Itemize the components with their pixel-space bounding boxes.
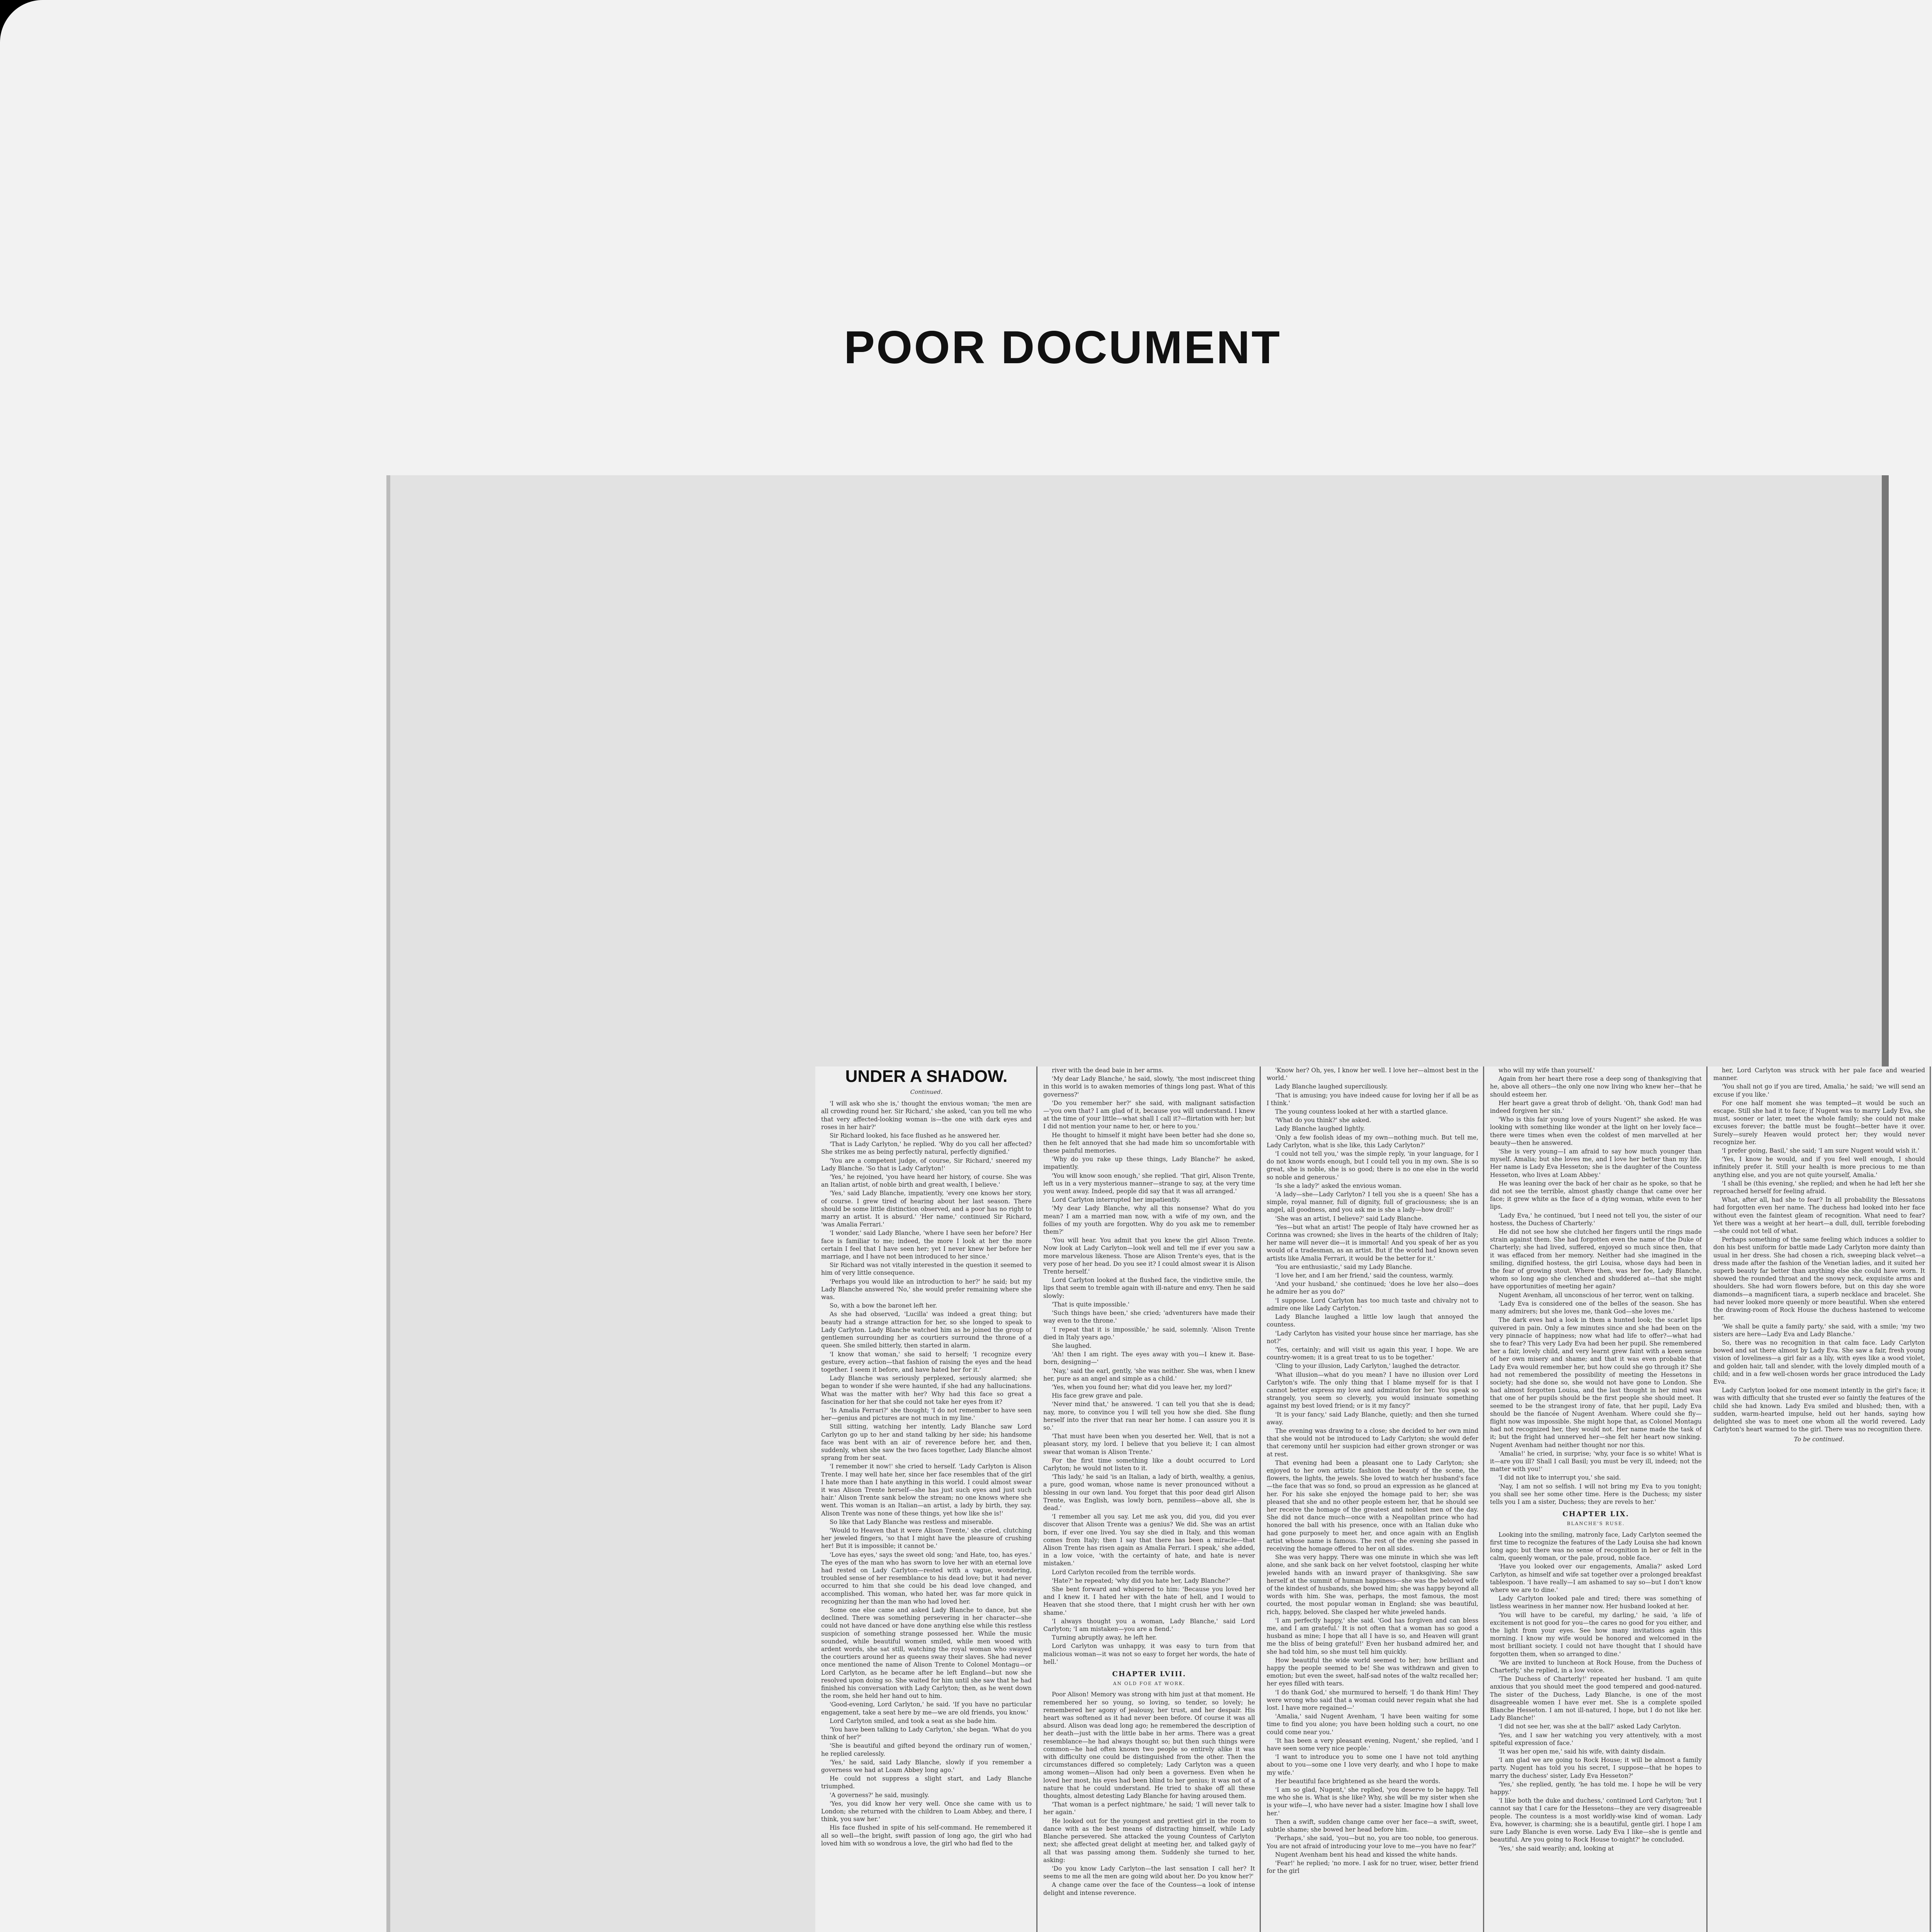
story-paragraph: 'Hate?' he repeated; 'why did you hate her, Lady Blanche?' xyxy=(1052,1577,1230,1584)
story-paragraph: 'Such things have been,' she cried; 'adventurers have made their way even to the throne.' xyxy=(1043,1310,1255,1325)
story-paragraph: 'Cling to your illusion, Lady Carlyton,' laughed the detractor. xyxy=(1275,1362,1460,1370)
story-paragraph: The dark eves had a look in them a hunted look; the scarlet lips quivered in pain. Only a few minutes since and she had been on the very pinnacle of happiness; now what had life to offer?—what had she to fear? This very Lady Eva had been her pupil. She remembered her a fair, lovely child, and very learnt grew faint with a keen sense of her own misery and shame; and that it was even probable that Lady Eva would remember her, but how could she go through it? She had not remembered the possibility of meeting the Hessetons in society; had she done so, she would not have gone to London. She had almost forgotten Louisa, and the last thought in her mind was that one of her pupils should be the first people she should meet. It seemed to be the strangest irony of fate, that her pupil, Lady Eva should be the fiancée of Nugent Avenham. Where could she fly—flight now was impossible. She might hope that, as Colonel Montagu had not recognized her, they would not. Her name made the task of it; but the fright had unnerved her—she felt her heart now sinking. Nugent Avenham had neither thought nor nor this. xyxy=(1490,1316,1702,1449)
story-paragraph: 'Know her? Oh, yes, I know her well. I love her—almost best in the world.' xyxy=(1267,1067,1478,1082)
story-paragraph: 'Would to Heaven that it were Alison Trente,' she cried, clutching her jeweled fingers, 'so that I might have the pleasure of crushing her! But it is impossible; it cannot be.' xyxy=(821,1527,1032,1550)
story-paragraph: 'The Duchess of Charterly!' repeated her husband. 'I am quite anxious that you should meet the good tempered and good-natured. The sister of the Duchess, Lady Blanche, is one of the most disagreeable women I have ever met. She is a complete spoiled Blanche Hesseton. I am not ill-natured, I hope, but I do not like her. Lady Blanche!' xyxy=(1490,1675,1702,1722)
story-paragraph: 'Yes,' he rejoined, 'you have heard her history, of course. She was an Italian artist, of noble birth and great wealth, I believe.' xyxy=(821,1173,1032,1189)
chapter-58-heading: CHAPTER LVIII. xyxy=(1112,1670,1186,1679)
story-paragraph: 'You will hear. You admit that you knew the girl Alison Trente. Now look at Lady Carlyton—look well and tell me if ever you saw a more marvelous likeness. Those are Alison Trente's eyes, that is the very pose of her head. Do you see it? I could almost swear it is Alison Trente herself.' xyxy=(1043,1237,1255,1276)
story-paragraph: So, with a bow the baronet left her. xyxy=(830,1302,937,1310)
story-paragraph: 'Who is this fair young love of yours Nugent?' she asked. He was looking with something like wonder at the light on her lovely face—there were times when even the coldest of men marvelled at her beauty—then he answered. xyxy=(1490,1116,1702,1146)
newspaper-page xyxy=(815,1066,1932,1932)
column-rule xyxy=(1036,1066,1037,1932)
story-paragraph: Sir Richard was not vitally interested in the question it seemed to him of very little consequence. xyxy=(821,1262,1032,1277)
story-paragraph: She bent forward and whispered to him: 'Because you loved her and I knew it. I hated her with the hate of hell, and I would to Heaven that she stood there, that I might crush her with her own shame.' xyxy=(1043,1586,1255,1616)
story-paragraph: who will my wife than yourself.' xyxy=(1498,1067,1595,1074)
story-paragraph: The young countess looked at her with a startled glance. xyxy=(1275,1108,1448,1116)
story-paragraph: 'That is quite impossible.' xyxy=(1052,1301,1130,1308)
story-paragraph: So like that Lady Blanche was restless and miserable. xyxy=(830,1518,993,1526)
story-paragraph: 'You shall not go if you are tired, Amalia,' he said; 'we will send an excuse if you like.' xyxy=(1713,1083,1925,1098)
story-column-3 xyxy=(1267,1066,1478,1932)
story-paragraph: Poor Alison! Memory was strong with him just at that moment. He remembered her so young, so loving, so tender, so lovely; he remembered her agony of jealousy, her trust, and her despair. His heart was softened as it had never been before. Of course it was all absurd. Alison was dead long ago; he remembered the description of her death—just with the little babe in her arms. There was a great resemblance—he had always thought so; but then such things were common—he had often known two people so entirely alike it was with difficulty one could be distinguished from the other. Then the circumstances differed so completely; Lady Carlyton was a queen among women—Alison had only been a governess. Even when he loved her most, his eyes had been blind to her genius; it was not of a nature that he could understand. He tried to shake off all these thoughts, almost detesting Lady Blanche for having aroused them. xyxy=(1043,1691,1255,1800)
story-paragraph: 'A lady—she—Lady Carlyton? I tell you she is a queen! She has a simple, royal manner, full of dignity, full of graciousness; she is an angel, all goodness, and you ask me is she a lady—how droll!' xyxy=(1267,1191,1478,1214)
story-column-1-body xyxy=(821,1100,1032,1847)
story-paragraph: As she had observed, 'Lucilla' was indeed a great thing; but beauty had a strange attraction for her, so she longed to speak to Lady Carlyton. Lady Blanche watched him as he joined the group of gentlemen surrounding her as courtiers surround the throne of a queen. She smiled bitterly, then started in alarm. xyxy=(821,1311,1032,1349)
story-paragraph: Lady Blanche was seriously perplexed, seriously alarmed; she began to wonder if she were haunted, if she had any hallucinations. What was the matter with her? Why had this face so great a fascination for her that she could not take her eyes from it? xyxy=(821,1375,1032,1405)
story-paragraph: 'I love her, and I am her friend,' said the countess, warmly. xyxy=(1275,1272,1454,1279)
story-paragraph: 'Is Amalia Ferrari?' she thought; 'I do not remember to have seen her—genius and pictures are not much in my line.' xyxy=(821,1406,1032,1422)
story-paragraph: 'Yes—but what an artist! The people of Italy have crowned her as Corinna was crowned; she lives in the hearts of the children of Italy; her name will never die—it is immortal! And you speak of her as you would of a tradesman, as an artist. But if the world had known seven artists like Amalia Ferrari, it would be the better for it.' xyxy=(1267,1223,1478,1262)
story-paragraph: Again from her heart there rose a deep song of thanksgiving that he, above all others—the only one now living who knew her—that he should esteem her. xyxy=(1490,1075,1702,1098)
story-paragraph: 'Lady Carlyton has visited your house since her marriage, has she not?' xyxy=(1267,1330,1478,1345)
story-paragraph: 'We shall be quite a family party,' she said, with a smile; 'my two sisters are here—Lady Eva and Lady Blanche.' xyxy=(1713,1323,1925,1338)
story-paragraph: 'Yes,' he said, said Lady Blanche, slowly if you remember a governess we had at Loam Abbey long ago.' xyxy=(821,1759,1032,1774)
story-column-5 xyxy=(1713,1066,1925,1932)
story-paragraph: 'We are invited to luncheon at Rock House, from the Duchess of Charterly,' she replied, in a low voice. xyxy=(1490,1659,1702,1674)
story-paragraph: 'My dear Lady Blanche,' he said, slowly, 'the most indiscreet thing in this world is to awaken memories of things long past. What of this governess?' xyxy=(1043,1075,1255,1098)
story-paragraph: 'Yes, I know he would, and if you feel well enough, I should infinitely prefer it. Still your health is more precious to me than anything else, and you are not quite yourself, Amalia.' xyxy=(1713,1156,1925,1179)
story-paragraph: 'Yes,' she replied, gently, 'he has told me. I hope he will be very happy.' xyxy=(1490,1781,1702,1796)
story-paragraph: Nugent Avenham bent his head and kissed the white hands. xyxy=(1275,1851,1458,1858)
story-paragraph: 'Perhaps,' she said, 'you—but no, you are too noble, too generous. You are not afraid of introducing your love to me—you have no fear?' xyxy=(1267,1835,1478,1850)
story-paragraph: 'She was an artist, I believe?' said Lady Blanche. xyxy=(1275,1215,1423,1222)
story-paragraph: 'Yes, you did know her very well. Once she came with us to London; she returned with the children to Loam Abbey, and there, I think, you saw her.' xyxy=(821,1800,1032,1823)
story-paragraph: 'I will ask who she is,' thought the envious woman; 'the men are all crowding round her. Sir Richard,' she asked, 'can you tell me who that very affected-looking woman is—the one with dark eyes and roses in her hair?' xyxy=(821,1100,1032,1131)
film-frame xyxy=(386,475,1925,1932)
story-paragraph: Sir Richard looked, his face flushed as he answered her. xyxy=(830,1132,1000,1139)
story-paragraph: 'Why do you rake up these things, Lady Blanche?' he asked, impatiently. xyxy=(1043,1156,1255,1171)
story-paragraph: 'Yes, certainly; and will visit us again this year, I hope. We are country-women; it is a great treat to us to be together.' xyxy=(1267,1346,1478,1361)
story-paragraph: 'Only a few foolish ideas of my own—nothing much. But tell me, Lady Carlyton, what is she like, this Lady Carlyton?' xyxy=(1267,1134,1478,1149)
story-paragraph: 'I shall be (this evening,' she replied; and when he had left her she reproached herself for feeling afraid. xyxy=(1713,1180,1925,1195)
story-paragraph: 'I remember all you say. Let me ask you, did you, did you ever discover that Alison Trente was a genius? We did. She was an artist born, if ever one lived. You say she died in Italy, and this woman comes from Italy; then I say that there has been a miracle—that Alison Trente has risen again as Amalia Ferrari. I speak,' she added, in a low voice, 'with the certainty of hate, and hate is never mistaken.' xyxy=(1043,1513,1255,1567)
chapter-58-subtitle: AN OLD FOE AT WORK. xyxy=(1113,1681,1185,1687)
story-paragraph: 'A governess?' he said, musingly. xyxy=(830,1791,929,1799)
story-paragraph: He looked out for the youngest and prettiest girl in the room to dance with as the best means of distracting himself, while Lady Blanche persevered. She attacked the young Countess of Carlyton next; she affected great delight at meeting her, and talked gayly of all that was passing among them. Suddenly she turned to her, asking: xyxy=(1043,1817,1255,1864)
story-paragraph: 'Nay,' said the earl, gently, 'she was neither. She was, when I knew her, pure as an angel and simple as a child.' xyxy=(1043,1367,1255,1382)
story-paragraph: 'I did not see her, was she at the ball?' asked Lady Carlyton. xyxy=(1498,1723,1681,1730)
chapter-59-subtitle: BLANCHE'S RUSE. xyxy=(1567,1521,1625,1527)
story-paragraph: 'Do you know Lady Carlyton—the last sensation I call her? It seems to me all the men are going wild about her. Do you know her?' xyxy=(1043,1865,1255,1880)
story-paragraph: 'I am so glad, Nugent,' she replied, 'you deserve to be happy. Tell me who she is. What is she like? Why, she will be my sister when she is your wife—I, who have never had a sister. Imagine how I shall love her.' xyxy=(1267,1786,1478,1817)
story-paragraph: 'It has been a very pleasant evening, Nugent,' she replied, 'and I have seen some very nice people.' xyxy=(1267,1737,1478,1752)
story-paragraph: 'That is amusing; you have indeed cause for loving her if all be as I think.' xyxy=(1267,1092,1478,1107)
story-paragraph: 'She is very young—I am afraid to say how much younger than myself. Amalia; but she loves me, and I love her better than my life. Her name is Lady Eva Hesseton; she is the daughter of the Countess Hesseton, who lives at Loam Abbey.' xyxy=(1490,1148,1702,1179)
story-paragraph: 'I remember it now!' she cried to herself. 'Lady Carlyton is Alison Trente. I may well hate her, since her face resembles that of the girl I hate more than I hate anything in this world. I could almost swear it was Alison Trente herself—she has just such eyes and just such hair.' Alison Trente sank below the stream; no one knows where she went. This woman is an Italian—an artist, a lady by birth, they say. Alison Trente was none of these things, yet how like she is!' xyxy=(821,1463,1032,1517)
story-paragraph: He did not see how she clutched her fingers until the rings made strain against them. She had forgotten even the name of the Duke of Charterly; she had lived, suffered, enjoyed so much since then, that it was effaced from her memory. Neither had she imagined in the smiling, dignified hostess, the girl Louisa, whose days had been in the fear of growing stout. Where then, was her foe, Lady Blanche, whom so long ago she clenched and shuddered at—that she might have opportunities of meeting her again? xyxy=(1490,1228,1702,1290)
story-paragraph: 'What do you think?' she asked. xyxy=(1275,1117,1371,1124)
story-paragraph: 'It is your fancy,' said Lady Blanche, quietly; and then she turned away. xyxy=(1267,1411,1478,1426)
story-continued: Continued. xyxy=(910,1088,943,1095)
story-paragraph: How beautiful the wide world seemed to her; how brilliant and happy the people seemed to be! She was withdrawn and given to emotion; but even the sweet, half-sad notes of the waltz recalled her; her eyes filled with tears. xyxy=(1267,1656,1478,1687)
column-rule xyxy=(1930,1066,1931,1932)
column-rule xyxy=(1706,1066,1708,1932)
story-paragraph: 'Perhaps you would like an introduction to her?' he said; but my Lady Blanche answered 'No,' she would prefer remaining where she was. xyxy=(821,1278,1032,1301)
story-paragraph: Looking into the smiling, matronly face, Lady Carlyton seemed the first time to recognize the features of the Lady Louisa she had known long ago; but there was no sense of recognition in her or felt in the calm, queenly woman, or the pale, proud, noble face. xyxy=(1490,1531,1702,1562)
story-paragraph: What, after all, had she to fear? In all probability the Blessatons had forgotten even her name. The duchess had looked into her face without even the faintest gleam of recognition. What need to fear? Yet there was a weight at her heart—a dull, dull, terrible foreboding—she could not tell of what. xyxy=(1713,1196,1925,1235)
story-paragraph: For one half moment she was tempted—it would be such an escape. Still she had it to face; if Nugent was to marry Lady Eva, she must, sooner or later, meet the whole family; she could not make excuses forever; the battle must be fought—better have it over. Surely—surely Heaven would protect her; they would never recognize her. xyxy=(1713,1099,1925,1146)
story-paragraph: Lord Carlyton looked at the flushed face, the vindictive smile, the lips that seem to tremble again with ill-nature and envy. Then he said slowly: xyxy=(1043,1277,1255,1299)
story-paragraph: Lord Carlyton was unhappy, it was easy to turn from that malicious woman—it was not so easy to forget her words, the hate of hell.' xyxy=(1043,1643,1255,1665)
story-paragraph: She was very happy. There was one minute in which she was left alone, and she sank back on her velvet footstool, clasping her white jeweled hands with an inward prayer of thanksgiving. She saw herself at the summit of human happiness—she was the beloved wife of the kindest of husbands, she bowed him; she was happy beyond all words with him. She was, perhaps, the most famous, the most courted, the most popular woman in England; she was beautiful, rich, happy, beloved. She clasped her white jeweled hands. xyxy=(1267,1554,1478,1616)
story-paragraph: 'I repeat that it is impossible,' he said, solemnly. 'Alison Trente died in Italy years ago.' xyxy=(1043,1326,1255,1341)
story-column-1 xyxy=(821,1066,1032,1932)
story-paragraph: So, there was no recognition in that calm face. Lady Carlyton bowed and sat there almost by Lady Eva. She saw a fair, fresh young vision of loveliness—a girl fair as a lily, with eyes like a wood violet, and golden hair, tall and slender, with the lovely dimpled mouth of a child; and in a few well-chosen words her grace introduced the Lady Eva. xyxy=(1713,1339,1925,1385)
story-paragraph: Turning abruptly away, he left her. xyxy=(1052,1634,1157,1641)
story-paragraph: 'My dear Lady Blanche, why all this nonsense? What do you mean? I am a married man now, with a wife of my own, and the follies of my youth are forgotten. Why do you ask me to remember them?' xyxy=(1043,1205,1255,1236)
story-paragraph: Lady Carlyton looked pale and tired; there was something of listless weariness in her manner now. Her husband looked at her. xyxy=(1490,1595,1702,1610)
story-paragraph: 'I want to introduce you to some one I have not told anything about to you—some one I love very dearly, and who I hope to make my wife.' xyxy=(1267,1753,1478,1776)
story-paragraph: Her beautiful face brightened as she heard the words. xyxy=(1275,1777,1440,1785)
story-paragraph: 'Love has eyes,' says the sweet old song; 'and Hate, too, has eyes.' The eyes of the man who has sworn to love her with an eternal love had rested on Lady Carlyton—rested with a vague, wondering, troubled sense of her resemblance to his dead love; but it had never occurred to him that she could be his dead love changed, and accomplished. This woman, who hated her, was far more quick in recognizing her than the man who had loved her. xyxy=(821,1551,1032,1605)
story-paragraph: She laughed. xyxy=(1052,1342,1092,1349)
column-rule xyxy=(1483,1066,1484,1932)
story-paragraph: 'You are a competent judge, of course, Sir Richard,' sneered my Lady Blanche. 'So that is Lady Carlyton!' xyxy=(821,1157,1032,1172)
story-paragraph: 'And your husband,' she continued; 'does he love her also—does he admire her as you do?' xyxy=(1267,1281,1478,1296)
story-paragraph: 'Amalia!' he cried, in surprise; 'why, your face is so white! What is it—are you ill? Shall I call Basil; you must be very ill, indeed; not the matter with you!' xyxy=(1490,1450,1702,1473)
poor-document-banner: POOR DOCUMENT xyxy=(844,321,1281,373)
story-paragraph: 'Nay, I am not so selfish. I will not bring my Eva to you tonight; you shall see her some other time. Here is the Duchess; my sister tells you I am a sister, Duchess; they are revels to her.' xyxy=(1490,1483,1702,1505)
story-paragraph: 'Have you looked over our engagements, Amalia?' asked Lord Carlyton, as himself and wife sat together over a prolonged breakfast tablespoon. 'I have really—I am ashamed to say so—but I don't know where we are to dine.' xyxy=(1490,1563,1702,1594)
story-paragraph: 'I prefer going, Basil,' she said; 'I am sure Nugent would wish it.' xyxy=(1722,1147,1920,1155)
story-paragraph: 'Amalia,' said Nugent Avenham, 'I have been waiting for some time to find you alone; you have been holding such a court, no one could come near you.' xyxy=(1267,1713,1478,1736)
story-paragraph: A change came over the face of the Countess—a look of intense delight and intense reverence. xyxy=(1043,1881,1255,1896)
story-paragraph: 'What illusion—what do you mean? I have no illusion over Lord Carlyton's wife. The only thing that I blame myself for is that I cannot better express my love and admiration for her. You speak so strangely, you seem so cleverly, you would insinuate something against my best loved friend; or is it my fancy?' xyxy=(1267,1371,1478,1410)
story-paragraph: 'Good-evening, Lord Carlyton,' he said. 'If you have no particular engagement, take a seat here by me—we are old friends, you know.' xyxy=(821,1701,1032,1716)
story-paragraph: Her heart gave a great throb of delight. 'Oh, thank God! man had indeed forgiven her sin.' xyxy=(1490,1099,1702,1115)
story-paragraph: 'I know that woman,' she said to herself; 'I recognize every gesture, every action—that fashion of raising the eyes and the head together. I seem it before, and have hated her for it.' xyxy=(821,1350,1032,1373)
story-paragraph: Lady Carlyton looked for one moment intently in the girl's face; it was with difficulty that she trusted ever so faintly the features of the child she had known. Lady Eva smiled and blushed; then, with a sudden, warm-hearted impulse, held out her hands, saying how delighted she was to meet one whom all the world revered. Lady Carlyton's heart warmed to the girl. There was no recognition there. xyxy=(1713,1387,1925,1433)
story-paragraph: His face flushed in spite of his self-command. He remembered it all so well—the bright, swift passion of long ago, the girl who had loved him with so wondrous a love, the girl who had fled to the xyxy=(821,1824,1032,1847)
story-paragraph: 'She is beautiful and gifted beyond the ordinary run of women,' he replied carelessly. xyxy=(821,1742,1032,1757)
story-paragraph: 'I did not like to interrupt you,' she said. xyxy=(1498,1474,1621,1481)
story-paragraph: 'That woman is a perfect nightmare,' he said; 'I will never talk to her again.' xyxy=(1043,1801,1255,1816)
story-paragraph: 'Yes,' said Lady Blanche, impatiently, 'every one knows her story, of course. I grew tired of hearing about her last season. There should be some little distinction observed, and a poor has no right to marry an artist. It is absurd.' 'Her name,' continued Sir Richard, 'was Amalia Ferrari.' xyxy=(821,1190,1032,1228)
story-column-2 xyxy=(1043,1066,1255,1932)
story-paragraph: Lady Blanche laughed a little low laugh that annoyed the countess. xyxy=(1267,1313,1478,1328)
story-paragraph: The evening was drawing to a close; she decided to her own mind that she would not be introduced to Lady Carlyton; she would defer that ceremony until her suspicion had either grown stronger or was at rest. xyxy=(1267,1427,1478,1458)
story-paragraph: 'This lady,' he said 'is an Italian, a lady of birth, wealthy, a genius, a pure, good woman, whose name is never pronounced without a blessing in our own land. You forget that this poor dead girl Alison Trente, was English, was lowly born, penniless—above all, she is dead.' xyxy=(1043,1473,1255,1512)
story-paragraph: 'Lady Eva,' he continued, 'but I need not tell you, the sister of our hostess, the Duchess of Charterly.' xyxy=(1490,1212,1702,1227)
story-paragraph: river with the dead baie in her arms. xyxy=(1052,1067,1164,1074)
story-paragraph: Then a swift, sudden change came over her face—a swift, sweet, subtle shame; she bowed her head before him. xyxy=(1267,1818,1478,1833)
story-paragraph: Some one else came and asked Lady Blanche to dance, but she declined. There was something persevering in her character—she could not have danced or have done anything else while this restless suspicion of something strange possessed her. While the music sounded, while beautiful women smiled, while men wooed with ardent words, she sat still, watching the royal woman who swayed the courtiers around her as queens sway their slaves. She had never once mentioned the name of Alison Trente to Colonel Montagu—or Lord Carlyton, as he became after he left England—but now she resolved upon doing so. She waited for him until she saw that he had finished his conversation with Lady Carlyton; then, as he went down the room, she held her hand out to him. xyxy=(821,1607,1032,1700)
story-paragraph: 'Lady Eva is considered one of the belles of the season. She has many admirers; but she loves me, thank God—she loves me.' xyxy=(1490,1300,1702,1315)
story-paragraph: 'I always thought you a woman, Lady Blanche,' said Lord Carlyton; 'I am mistaken—you are a fiend.' xyxy=(1043,1617,1255,1633)
story-paragraph: Lady Blanche laughed superciliously. xyxy=(1275,1083,1388,1090)
story-paragraph: Lord Carlyton recoiled from the terrible words. xyxy=(1052,1568,1196,1576)
story-paragraph: 'I wonder,' said Lady Blanche, 'where I have seen her before? Her face is familiar to me; indeed, the more I look at her the more certain I feel that I have seen her; yet I never knew her before her marriage, and I have not been introduced to her since.' xyxy=(821,1230,1032,1260)
story-paragraph: 'Do you remember her?' she said, with malignant satisfaction—'you own that? I am glad of it, because you will understand. I knew at the time of your little—what shall I call it?—flirtation with her; but I did not mention your name to her, or here to you.' xyxy=(1043,1099,1255,1130)
story-column-3-body xyxy=(1267,1066,1478,1875)
story-paragraph: For the first time something like a doubt occurred to Lord Carlyton; he would not listen to it. xyxy=(1043,1457,1255,1472)
story-column-4 xyxy=(1490,1066,1702,1932)
story-column-5-body xyxy=(1713,1066,1925,1433)
story-paragraph: 'That must have been when you deserted her. Well, that is not a pleasant story, my lord. I believe that you believe it; I can almost swear that woman is Alison Trente.' xyxy=(1043,1433,1255,1456)
story-paragraph: 'Fear!' he replied; 'no more. I ask for no truer, wiser, better friend for the girl xyxy=(1267,1859,1478,1875)
story-paragraph: 'I suppose. Lord Carlyton has too much taste and chivalry not to admire one like Lady Carlyton.' xyxy=(1267,1297,1478,1312)
story-paragraph: 'Yes,' she said wearily; and, looking at xyxy=(1498,1845,1614,1852)
story-column-4-body-a xyxy=(1490,1066,1702,1506)
story-paragraph: 'Never mind that,' he answered. 'I can tell you that she is dead; nay, more, to convince you I will tell you how she died. She flung herself into the river that ran near her home. I can assure you it is so.' xyxy=(1043,1401,1255,1431)
story-paragraph: 'Ah! then I am right. The eyes away with you—I knew it. Base-born, designing—' xyxy=(1043,1351,1255,1366)
story-paragraph: Perhaps something of the same feeling which induces a soldier to don his best uniform for battle made Lady Carlyton more dainty than usual in her dress. She had chosen a rich, sweeping black velvet—a dress made after the fashion of the Venetian ladies, and it suited her superb beauty far better than anything else she could have worn. It showed the rounded throat and the snowy neck, exquisite arms and shoulders. She had worn flowers before, but on this day she wore diamonds—a magnificent tiara, a superb necklace and bracelet. She had never looked more queenly or more beautiful. When she entered the drawing-room of Rock House the duchess hastened to welcome her. xyxy=(1713,1236,1925,1321)
story-paragraph: He was leaning over the back of her chair as he spoke, so that he did not see the terrible, almost ghastly change that came over her face; it grew white as the face of a dying woman, white even to her lips. xyxy=(1490,1180,1702,1211)
story-paragraph: 'I could not tell you,' was the simple reply, 'in your language, for I do not know words enough, but I could tell you in my own. She is so great, she is noble, she is so good; there is no one else in the world so noble and generous.' xyxy=(1267,1150,1478,1181)
story-paragraph: 'I am perfectly happy,' she said. 'God has forgiven and can bless me, and I am grateful.' It is not often that a woman has so good a husband as mine; I hope that all I have is so, and Heaven will grant me the bliss of being grateful!' Even her husband admired her, and she had told him, so she must tell him quickly. xyxy=(1267,1617,1478,1655)
story-paragraph: 'Yes, when you found her; what did you leave her, my lord?' xyxy=(1052,1383,1232,1391)
story-paragraph: Still sitting, watching her intently, Lady Blanche saw Lord Carlyton go up to her and stand talking by her side; his handsome face was bent with an air of reverence before her, and then, suddenly, when she saw the two faces together, Lady Blanche almost sprang from her seat. xyxy=(821,1423,1032,1462)
story-paragraph: Lord Carlyton smiled, and took a seat as she bade him. xyxy=(830,1717,997,1725)
story-paragraph: His face grew grave and pale. xyxy=(1052,1392,1143,1400)
to-be-continued: To be continued. xyxy=(1794,1436,1845,1443)
story-paragraph: 'You have been talking to Lady Carlyton,' she began. 'What do you think of her?' xyxy=(821,1726,1032,1741)
chapter-59-heading: CHAPTER LIX. xyxy=(1562,1510,1629,1519)
column-rule xyxy=(1260,1066,1261,1932)
story-paragraph: That evening had been a pleasant one to Lady Carlyton; she enjoyed to her own artistic fashion the beauty of the scene, the flowers, the lights, the jewels. She loved to watch her husband's face—the face that was so fond, so proud an expression as he glanced at her. For his sake she enjoyed the homage paid to her; she was pleased that she and no other people esteem her, that he should see her receive the homage of the greatest and noblest men of the day. She did not dance much—once with a Neapolitan prince who had honored the ball with his presence, once with an Italian duke who had gone purposely to meet her, and once again with an English artist whose name is famous. The rest of the evening she passed in receiving the homage offered to her on all sides. xyxy=(1267,1459,1478,1552)
story-column-4-body-b xyxy=(1490,1531,1702,1852)
story-paragraph: Nugent Avenham, all unconscious of her terror, went on talking. xyxy=(1498,1291,1694,1299)
story-paragraph: Lord Carlyton interrupted her impatiently. xyxy=(1052,1196,1181,1204)
story-paragraph: Lady Blanche laughed lightly. xyxy=(1275,1125,1365,1133)
story-paragraph: 'I do thank God,' she murmured to herself; 'I do thank Him! They were wrong who said that a woman could never regain what she had lost. I have more regained—' xyxy=(1267,1689,1478,1712)
story-paragraph: 'You are enthusiastic,' said my Lady Blanche. xyxy=(1275,1263,1412,1270)
story-paragraph: 'That is Lady Carlyton,' he replied. 'Why do you call her affected? She strikes me as being perfectly natural, perfectly dignified.' xyxy=(821,1141,1032,1156)
story-paragraph: her, Lord Carlyton was struck with her pale face and wearied manner. xyxy=(1713,1067,1925,1082)
story-column-2-body-b xyxy=(1043,1690,1255,1896)
story-paragraph: 'I like both the duke and duchess,' continued Lord Carlyton; 'but I cannot say that I care for the Hessetons—they are very disagreeable people. The countess is a most worldly-wise kind of woman. Lady Eva, however, is charming; she is a beautiful, gentle girl. I hope I am sure Lady Blanche is even worse. Lady Eva I like—she is gentle and beautiful. Are you going to Rock House to-night?' he concluded. xyxy=(1490,1797,1702,1844)
story-paragraph: 'It was her open me,' said his wife, with dainty disdain. xyxy=(1498,1748,1666,1755)
story-paragraph: 'Is she a lady?' asked the envious woman. xyxy=(1275,1182,1402,1189)
story-paragraph: He thought to himself it might have been better had she done so, then he felt annoyed that she had made him so uncomfortable with these painful memories. xyxy=(1043,1131,1255,1155)
story-paragraph: 'Yes, and I saw her watching you very attentively, with a most spiteful expression of face.' xyxy=(1490,1731,1702,1747)
story-column-2-body-a xyxy=(1043,1066,1255,1666)
story-title: UNDER A SHADOW. xyxy=(845,1067,1008,1086)
story-paragraph: 'You will have to be careful, my darling,' he said, 'a life of excitement is not good for you—the cares no good for you either, and the light from your eyes. See how many invitations again this morning. I know my wife would be honored and welcomed in the most brilliant society. I could not have thought that I should have forgotten them, when so arranged to dine.' xyxy=(1490,1611,1702,1658)
story-paragraph: He could not suppress a slight start, and Lady Blanche triumphed. xyxy=(821,1775,1032,1790)
story-paragraph: 'You will know soon enough,' she replied. 'That girl, Alison Trente, left us in a very mysterious manner—strange to say, at the very time you went away. Indeed, people did say that it was all arranged.' xyxy=(1043,1172,1255,1195)
story-paragraph: 'I am glad we are going to Rock House; it will be almost a family party. Nugent has told you his secret, I suppose—that he hopes to marry the duchess' sister, Lady Eva Hesseton?' xyxy=(1490,1757,1702,1779)
